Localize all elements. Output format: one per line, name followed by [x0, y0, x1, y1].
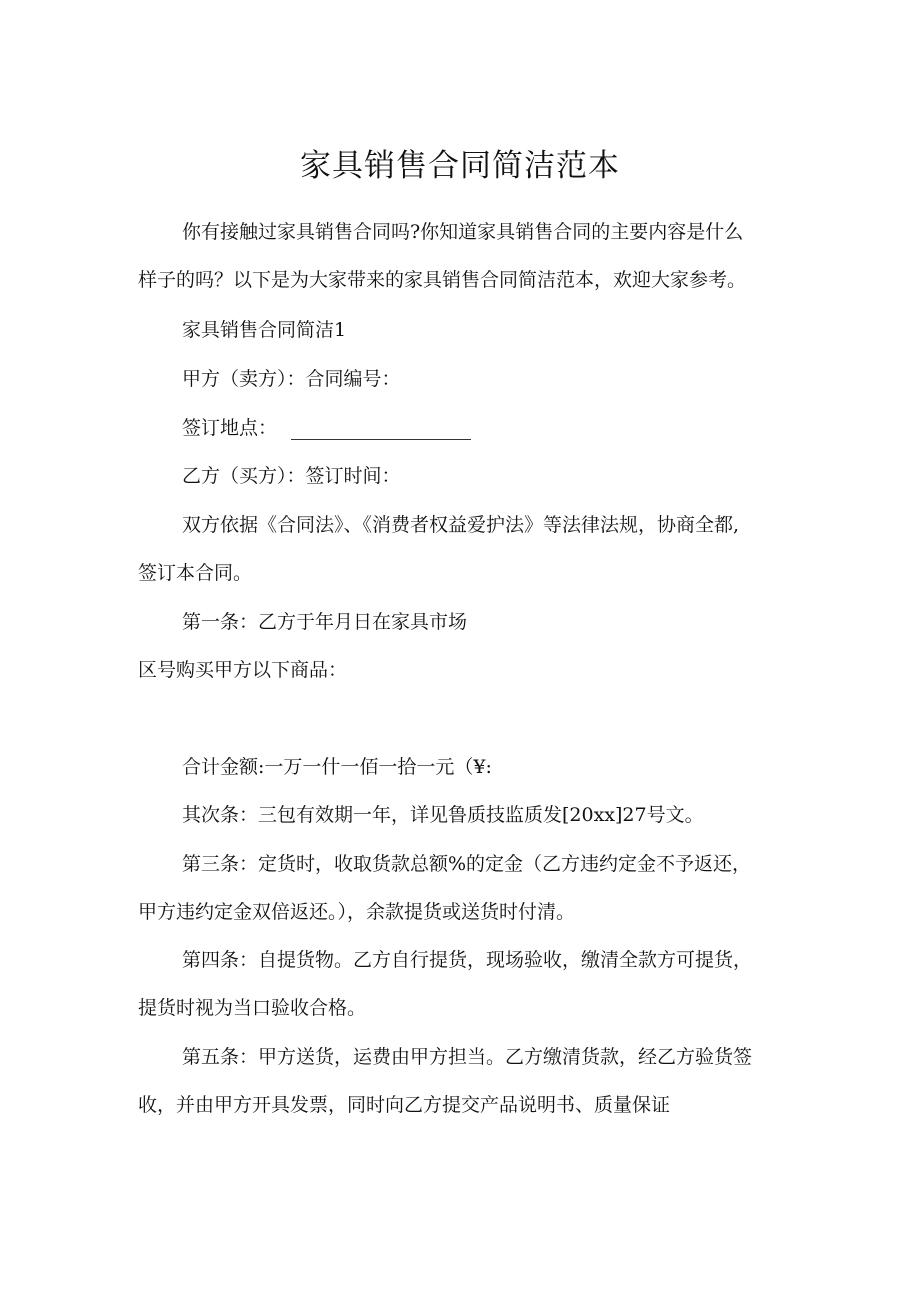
party-b-line: 乙方（买方）：签订时间： [182, 465, 401, 487]
section-heading: 家具销售合同简洁1 [182, 319, 347, 341]
article-3-line-1: 第三条：定货时，收取货款总额%的定金（乙方违约定金不予返还， [182, 853, 752, 875]
article-4-line-1: 第四条：自提货物。乙方自行提货，现场验收，缴清全款方可提货， [182, 949, 753, 971]
total-amount-line: 合计金额:一万一什一佰一拾一元（¥: [182, 756, 492, 778]
article-1-line-1: 第一条：乙方于年月日在家具市场 [182, 611, 468, 633]
article-3-line-2: 甲方违约定金双倍返还。），余款提货或送货时付清。 [138, 901, 576, 923]
article-4-line-2: 提货时视为当口验收合格。 [138, 997, 367, 1019]
signing-place-line [182, 416, 471, 440]
article-1-line-2: 区号购买甲方以下商品： [138, 659, 348, 681]
article-5-line-2: 收，并由甲方开具发票，同时向乙方提交产品说明书、质量保证 [138, 1094, 671, 1116]
signing-place-label: 签订地点： [182, 417, 278, 439]
article-5-line-1: 第五条：甲方送货，运费由甲方担当。乙方缴清货款，经乙方验货签 [182, 1046, 753, 1068]
signing-place-blank [291, 421, 471, 440]
article-2-line: 其次条：三包有效期一年，详见鲁质技监质发[20xx]27号文。 [182, 804, 704, 826]
basis-line-2: 签订本合同。 [138, 562, 253, 584]
document-title: 家具销售合同简洁范本 [300, 148, 620, 184]
intro-line-1: 你有接触过家具销售合同吗?你知道家具销售合同的主要内容是什么 [182, 221, 744, 243]
intro-line-2: 样子的吗？以下是为大家带来的家具销售合同简洁范本，欢迎大家参考。 [138, 269, 747, 291]
basis-line-1: 双方依据《合同法》、《消费者权益爱护法》等法律法规，协商全都, [182, 514, 740, 536]
party-a-line: 甲方（卖方）：合同编号： [182, 368, 401, 390]
